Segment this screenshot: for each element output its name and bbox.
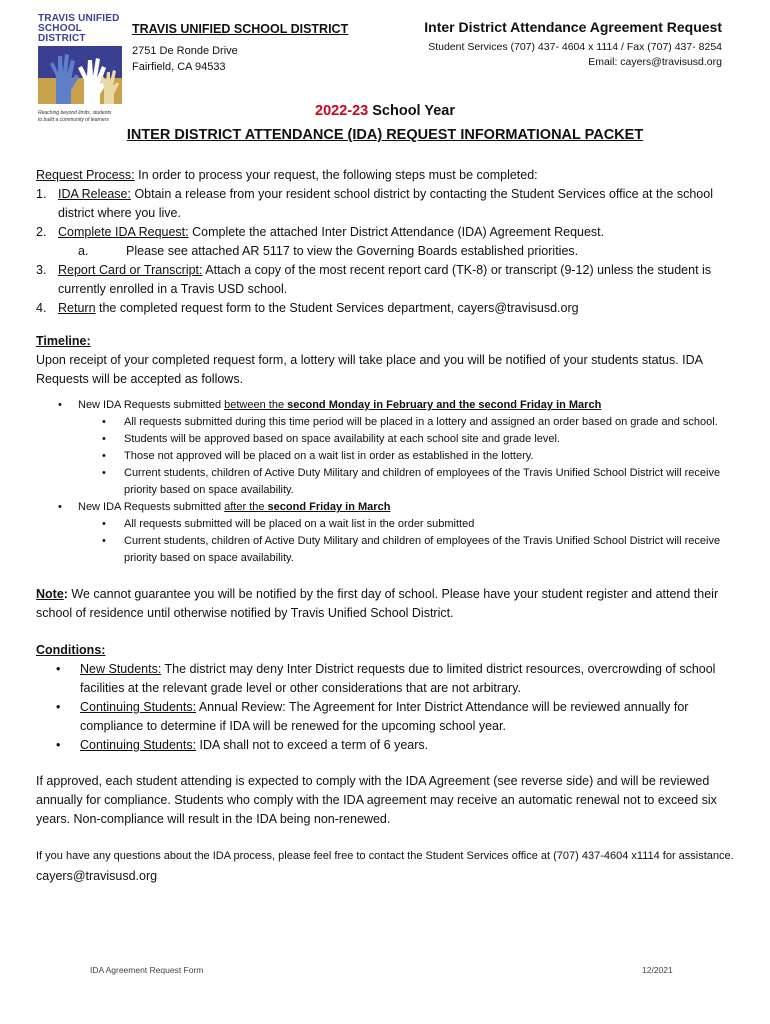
form-header [424,19,722,70]
step-label: Complete IDA Request: [58,225,189,239]
list-item [36,414,736,431]
group-1-pre: New IDA Requests submitted [78,399,225,411]
contact-email: Email: cayers@travisusd.org [588,56,722,68]
group-1-dates: second Monday in February and the second Friday in March [287,399,602,411]
list-item [36,431,736,448]
bullet-icon: • [58,501,62,513]
step-number: 3. [36,263,47,277]
bullet-icon: • [102,433,106,445]
district-name: TRAVIS UNIFIED SCHOOL DISTRICT [132,22,349,36]
step-text: Complete the attached Inter District Attendance (IDA) Agreement Request. [188,225,605,239]
step-3 [36,261,736,299]
list-item-text: All requests submitted will be placed on a wait list in the order submitted [124,518,475,530]
packet-title: INTER DISTRICT ATTENDANCE (IDA) REQUEST INFORMATIONAL PACKET [126,127,644,143]
condition-label: Continuing Students: [80,700,197,714]
form-title: Inter District Attendance Agreement Request [424,19,722,35]
bullet-icon: • [102,416,106,428]
questions-paragraph [36,845,736,887]
step-2 [36,223,736,242]
school-year-suffix: School Year [368,103,455,119]
sub-step-letter: a. [78,244,89,258]
note-colon: : [63,587,68,601]
questions-email: cayers@travisusd.org [36,869,158,883]
request-process-intro [36,166,736,185]
step-label: Return [58,301,96,315]
step-label: Report Card or Transcript: [58,263,203,277]
group-2-dates: second Friday in March [267,501,391,513]
condition-text: Annual Review: The Agreement for Inter District Attendance will be reviewed annually for compliance to determine if IDA will be renewed for the upcoming school year. [80,700,689,733]
note-label: Note [36,587,64,601]
bullet-icon: • [58,399,62,411]
step-label: IDA Release: [58,187,131,201]
group-1-underline: between the [224,399,288,411]
step-number: 2. [36,225,47,239]
logo-tagline-2: to build a community of learners [38,117,109,123]
timeline-heading: Timeline: [36,334,91,348]
bullet-icon: • [102,535,106,547]
district-info [132,22,348,75]
condition-text: The district may deny Inter District requests due to limited district resources, overcrowding of school facilities at the relevant grade level or other considerations that are not arbitrary. [80,662,716,695]
district-address-2: Fairfield, CA 94533 [132,61,226,73]
condition-label: Continuing Students: [80,738,197,752]
note-text: We cannot guarantee you will be notified by the first day of school. Please have your student register and attend their school of residence until otherwise notified by Travis Unified School District. [36,587,719,620]
school-year-title [0,103,770,119]
list-item-text: Current students, children of Active Duty Military and children of employees of the Travis Unified School District will receive priority based on space availability. [124,535,721,564]
school-year: 2022-23 [315,103,369,119]
timeline-intro: Upon receipt of your completed request form, a lottery will take place and you will be notified of your students status. IDA Requests will be accepted as follows. [36,353,703,386]
step-2-sub [36,242,736,261]
step-text: Attach a copy of the most recent report card (TK-8) or transcript (9-12) unless the student is currently enrolled in a Travis USD school. [58,263,712,296]
step-1 [36,185,736,223]
step-number: 1. [36,187,47,201]
list-item [36,448,736,465]
logo-tagline-1: Reaching beyond limits, students [38,110,112,116]
condition-item [36,698,736,736]
step-text: the completed request form to the Student Services department, cayers@travisusd.org [95,301,579,315]
group-2-underline: after the [224,501,268,513]
condition-item [36,660,736,698]
step-number: 4. [36,301,47,315]
sub-step-text: Please see attached AR 5117 to view the Governing Boards established priorities. [126,244,579,258]
request-process-heading: Request Process: [36,168,135,182]
condition-label: New Students: [80,662,162,676]
condition-text: IDA shall not to exceed a term of 6 years. [196,738,429,752]
timeline-group-2 [36,499,736,516]
footer-form-name: IDA Agreement Request Form [90,965,204,975]
logo-title-line1: TRAVIS UNIFIED [38,13,120,24]
list-item-text: Current students, children of Active Duty Military and children of employees of the Travis Unified School District will receive priority based on space availability. [124,467,721,496]
condition-item [36,736,736,755]
bullet-icon: • [102,518,106,530]
contact-phone: Student Services (707) 437- 4604 x 1114 / Fax (707) 437- 8254 [428,41,722,53]
bullet-icon: • [102,467,106,479]
group-2-pre: New IDA Requests submitted [78,501,225,513]
document-body [36,166,736,887]
list-item [36,465,736,499]
hands-logo-icon [38,46,122,104]
conditions-heading: Conditions: [36,643,106,657]
district-address-1: 2751 De Ronde Drive [132,45,238,57]
step-4 [36,299,736,318]
questions-text: If you have any questions about the IDA process, please feel free to contact the Student Services office at (707) 437-4604 x1114 for assistance. [36,850,734,862]
district-logo [38,13,128,123]
logo-title-line2: SCHOOL DISTRICT [38,23,86,44]
approval-paragraph: If approved, each student attending is expected to comply with the IDA Agreement (see reverse side) and will be reviewed annually for compliance. Students who comply with the IDA agreement may receive an automatic renewal not to exceed six years. Non-compliance will result in the IDA being non-renewed. [36,774,717,826]
step-text: Obtain a release from your resident school district by contacting the Student Services office at the school district where you live. [58,187,713,220]
bullet-icon: • [56,738,61,752]
bullet-icon: • [102,450,106,462]
footer-date: 12/2021 [642,965,673,975]
bullet-icon: • [56,662,61,676]
list-item-text: Those not approved will be placed on a wait list in order as established in the lottery. [124,450,534,462]
bullet-icon: • [56,700,61,714]
list-item-text: All requests submitted during this time period will be placed in a lottery and assigned an order based on grade and school. [124,416,718,428]
timeline-group-1 [36,397,736,414]
list-item [36,516,736,533]
list-item-text: Students will be approved based on space availability at each school site and grade level. [124,433,560,445]
list-item [36,533,736,567]
note-paragraph [36,585,736,623]
request-process-intro-text: In order to process your request, the following steps must be completed: [134,168,538,182]
